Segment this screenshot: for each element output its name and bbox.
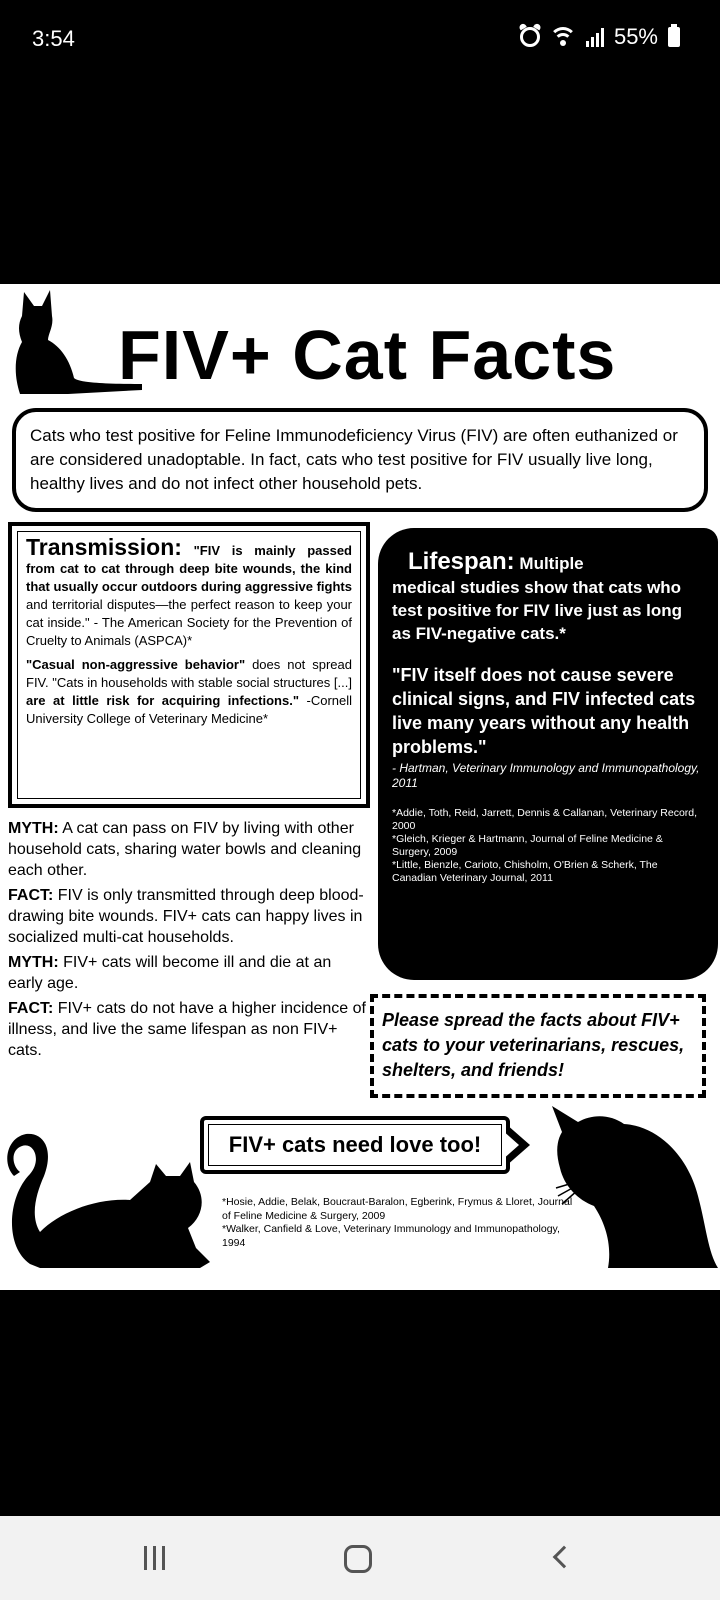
behavior-heading: "Casual non-aggressive behavior" [26,657,246,672]
myth-label: MYTH: [8,820,59,837]
lifespan-ref: *Little, Bienzle, Carioto, Chisholm, O'Brien & Scherk, The Canadian Veterinary Journal, 2011 [392,859,658,884]
fact-label: FACT: [8,1000,54,1017]
transmission-box [8,522,370,808]
navigation-bar [0,1516,720,1600]
lifespan-heading [392,548,704,576]
lifespan-heading-small: Multiple [514,554,584,573]
battery-percent: 55% [613,24,658,49]
myth-label: MYTH: [8,954,59,971]
recent-apps-icon[interactable] [144,1546,165,1570]
lifespan-ref: *Gleich, Krieger & Hartmann, Journal of Feline Medicine & Surgery, 2009 [392,833,663,858]
status-time: 3:54 [32,26,75,51]
fact-item [8,998,370,1061]
back-icon[interactable] [553,1546,576,1569]
fiv-poster-image[interactable] [0,284,720,1290]
home-icon[interactable] [344,1545,372,1573]
transmission-quote-bold: "FIV is mainly passed from cat to cat through deep bite wounds, the kind that usually occur outdoors during aggressive fights [26,543,352,594]
lifespan-body: medical studies show that cats who test positive for FIV live just as long as FIV-negative cats.* [392,578,683,643]
status-icons [520,24,680,50]
fact-text: FIV is only transmitted through deep blood-drawing bite wounds. FIV+ cats can happy lives in socialized multi-cat households. [8,887,364,946]
spread-text: Please spread the facts about FIV+ cats to your veterinarians, rescues, shelters, and friends! [382,1010,685,1080]
status-bar [0,0,720,80]
myths-facts [8,818,370,1065]
bottom-references [222,1196,582,1250]
transmission-inner [17,531,361,799]
fact-item [8,885,370,948]
poster-title: FIV+ Cat Facts [118,316,617,394]
alarm-icon [520,27,540,47]
behavior-cite: -Cornell University College of Veterinary Medicine* [26,693,353,726]
wifi-icon [550,27,576,47]
myth-text: A cat can pass on FIV by living with other household cats, sharing water bowls and cleaning each other. [8,820,362,879]
lifespan-heading-text: Lifespan: [408,548,515,575]
behavior-text: does not spread FIV. "Cats in households with stable social structures [...] [26,657,352,690]
spread-the-facts-box [370,994,706,1098]
lying-cat-icon [0,1116,215,1276]
bottom-ref: *Walker, Canfield & Love, Veterinary Immunology and Immunopathology, 1994 [222,1223,560,1249]
bottom-ref: *Hosie, Addie, Belak, Boucraut-Baralon, Egberink, Frymus & Lloret, Journal of Feline Medicine & Surgery, 2009 [222,1196,573,1222]
myth-item [8,818,370,881]
myth-item [8,952,370,994]
lifespan-quote: "FIV itself does not cause severe clinical signs, and FIV infected cats live many years without any health problems." [392,665,696,757]
behavior-bold: are at little risk for acquiring infections." [26,693,299,708]
transmission-heading: Transmission: [26,534,182,560]
arrow-right-icon [506,1124,530,1166]
lifespan-box [378,528,718,980]
love-text: FIV+ cats need love too! [208,1124,502,1166]
intro-text: Cats who test positive for Feline Immunodeficiency Virus (FIV) are often euthanized or are considered unadoptable. In fact, cats who test positive for FIV usually live long, healthy lives and do not infect other household pets. [30,426,678,493]
myth-text: FIV+ cats will become ill and die at an early age. [8,954,332,992]
signal-icon [586,27,604,47]
intro-box [12,408,708,512]
love-box [200,1116,510,1174]
transmission-quote-rest: and territorial disputes—the perfect reason to keep your cat inside." - The American Society for the Prevention of Cruelty to Animals (ASPCA)* [26,597,352,648]
battery-icon [668,27,680,47]
fact-label: FACT: [8,887,54,904]
lifespan-refs [392,807,704,885]
lifespan-ref: *Addie, Toth, Reid, Jarrett, Dennis & Callanan, Veterinary Record, 2000 [392,807,698,832]
lifespan-cite: - Hartman, Veterinary Immunology and Immunopathology, 2011 [392,761,700,790]
fact-text: FIV+ cats do not have a higher incidence of illness, and live the same lifespan as non FIV+ cats. [8,1000,366,1059]
